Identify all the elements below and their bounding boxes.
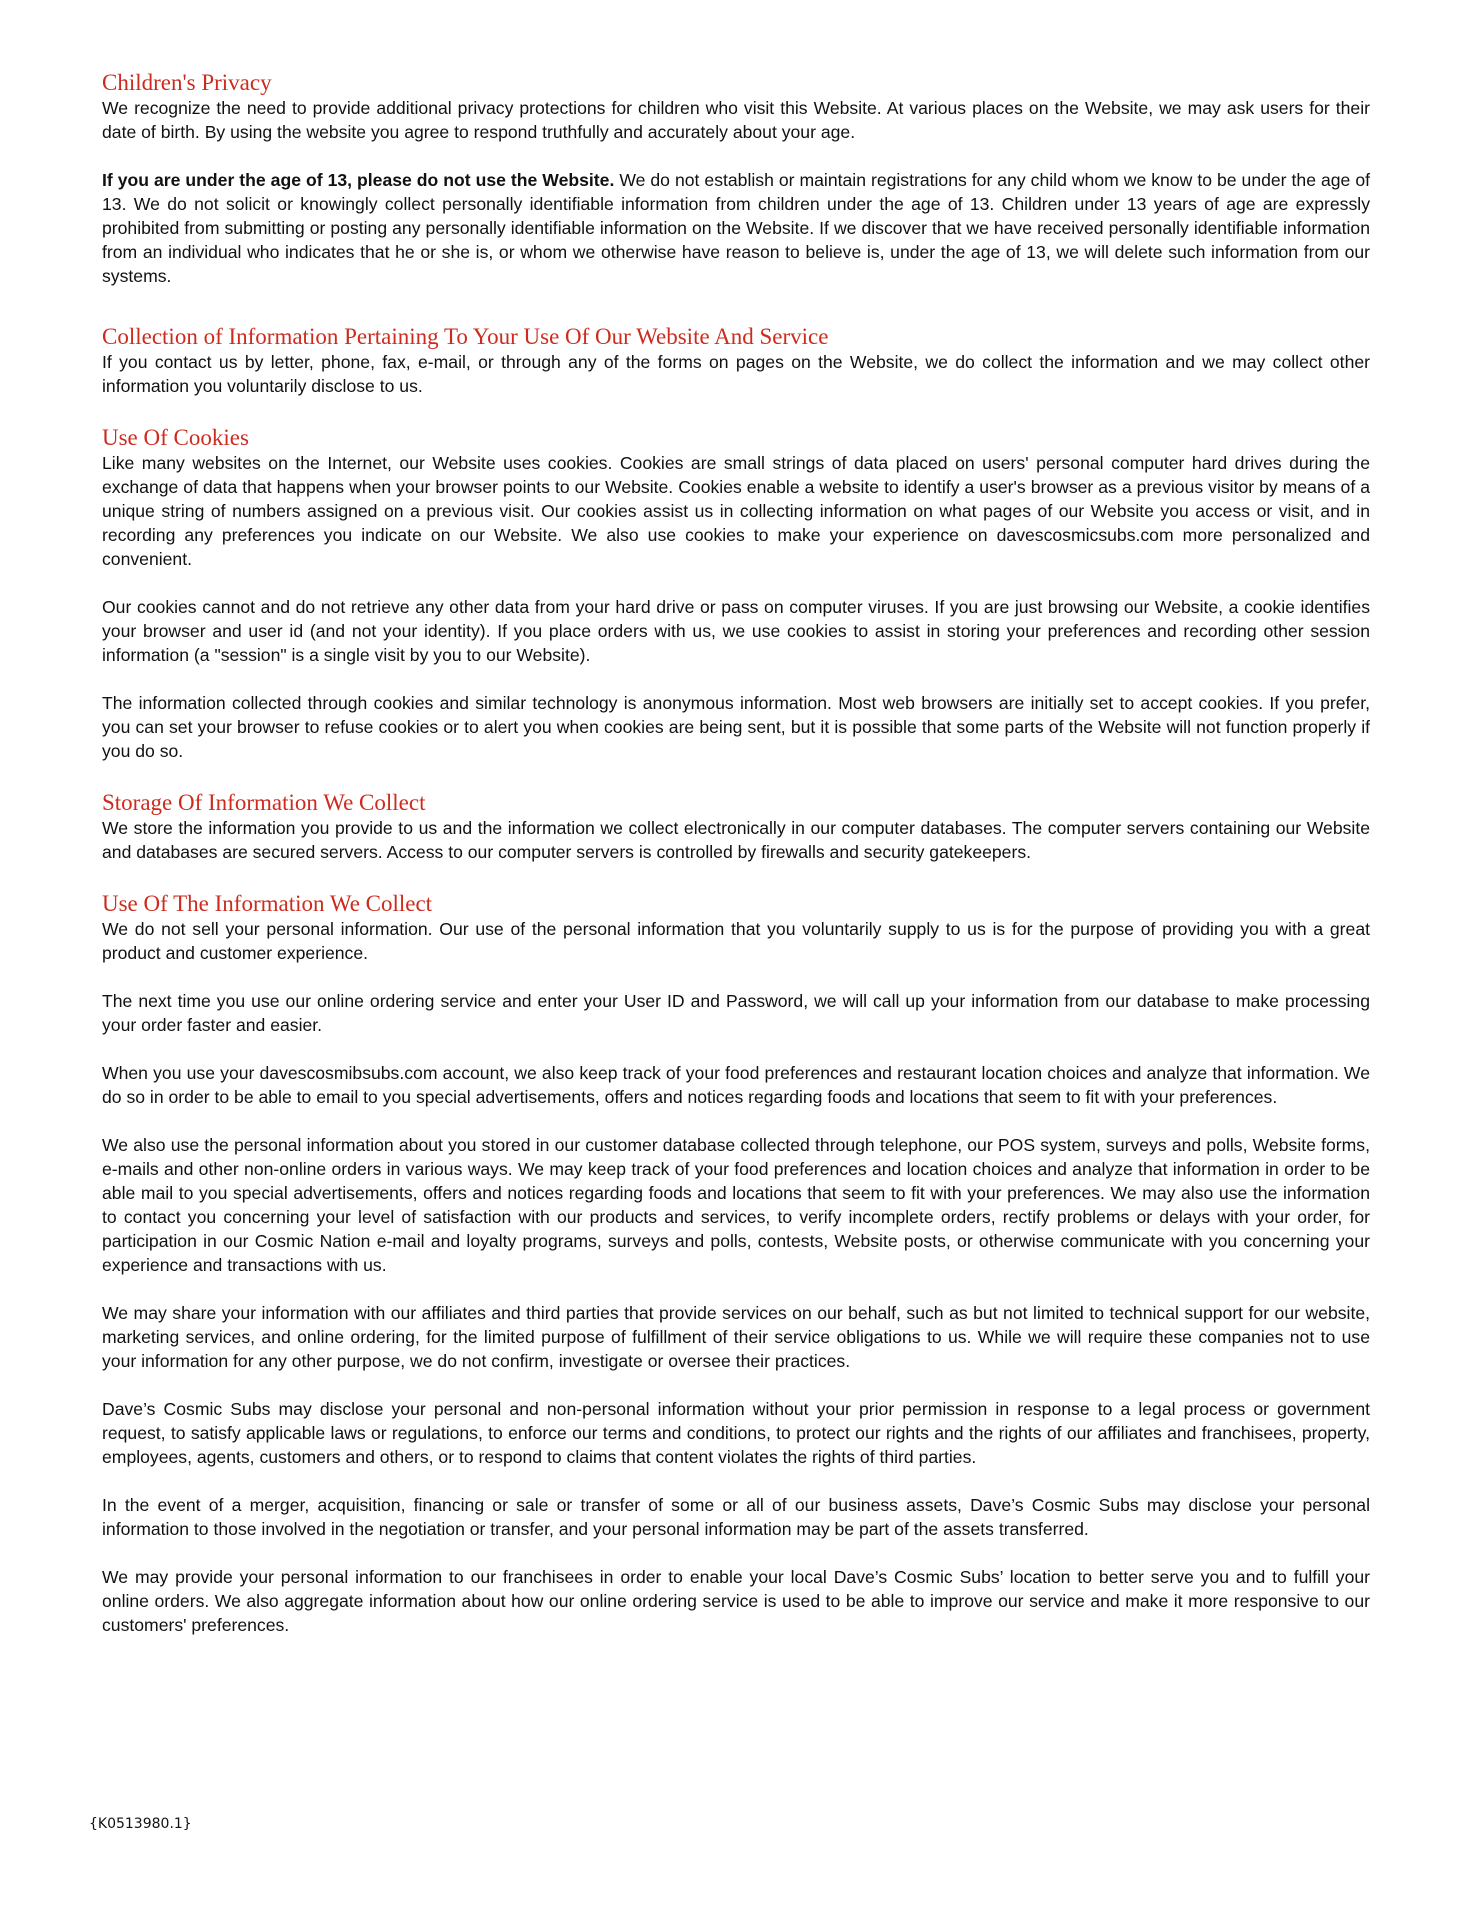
bold-warning: If you are under the age of 13, please do not use the Website. xyxy=(102,170,615,190)
section-heading: Use Of The Information We Collect xyxy=(102,891,433,916)
paragraph: We also use the personal information about you stored in our customer database collected through telephone, our POS system, surveys and polls, Website forms, e-mails and other non-online orders in various ways. We may keep track of your food preferences and location choices and analyze that information in order to be able mail to you special advertisements, offers and notices regarding foods and locations that seem to fit with your preferences. We may also use the information to contact you concerning your level of satisfaction with our products and services, to verify incomplete orders, rectify problems or delays with your order, for participation in our Cosmic Nation e-mail and loyalty programs, surveys and polls, contests, Website posts, or otherwise communicate with you concerning your experience and transactions with us. xyxy=(102,1135,1370,1275)
section-heading: Children's Privacy xyxy=(102,70,272,95)
paragraph: Like many websites on the Internet, our Website uses cookies. Cookies are small strings of data placed on users' personal computer hard drives during the exchange of data that happens when your browser points to our Website. Cookies enable a website to identify a user's browser as a previous visitor by means of a unique string of numbers assigned on a previous visit. Our cookies assist us in collecting information on what pages of our Website you access or visit, and in recording any preferences you indicate on our Website. We also use cookies to make your experience on davescosmicsubs.com more personalized and convenient. xyxy=(102,453,1370,569)
paragraph: The information collected through cookies and similar technology is anonymous information. Most web browsers are initially set to accept cookies. If you prefer, you can set your browser to refuse cookies or to alert you when cookies are being sent, but it is possible that some parts of the Website will not function properly if you do so. xyxy=(102,693,1370,761)
paragraph: We store the information you provide to us and the information we collect electronically in our computer databases. The computer servers containing our Website and databases are secured servers. Access to our computer servers is controlled by firewalls and security gatekeepers. xyxy=(102,818,1370,862)
paragraph: The next time you use our online ordering service and enter your User ID and Password, we will call up your information from our database to make processing your order faster and easier. xyxy=(102,991,1370,1035)
section-heading: Storage Of Information We Collect xyxy=(102,790,426,815)
paragraph: We do not sell your personal information. Our use of the personal information that you voluntarily supply to us is for the purpose of providing you with a great product and customer experience. xyxy=(102,919,1370,963)
document-id-footer: {K0513980.1} xyxy=(89,1816,192,1832)
paragraph: We recognize the need to provide additional privacy protections for children who visit this Website. At various places on the Website, we may ask users for their date of birth. By using the website you agree to respond truthfully and accurately about your age. xyxy=(102,98,1370,142)
section-storage-of-information xyxy=(102,790,1370,864)
paragraph: If you contact us by letter, phone, fax, e-mail, or through any of the forms on pages on the Website, we do collect the information and we may collect other information you voluntarily disclose to us. xyxy=(102,352,1370,396)
paragraph: Our cookies cannot and do not retrieve any other data from your hard drive or pass on computer viruses. If you are just browsing our Website, a cookie identifies your browser and user id (and not your identity). If you place orders with us, we use cookies to assist in storing your preferences and recording other session information (a "session" is a single visit by you to our Website). xyxy=(102,597,1370,665)
paragraph: In the event of a merger, acquisition, financing or sale or transfer of some or all of our business assets, Dave’s Cosmic Subs may disclose your personal information to those involved in the negotiation or transfer, and your personal information may be part of the assets transferred. xyxy=(102,1495,1370,1539)
section-heading: Collection of Information Pertaining To Your Use Of Our Website And Service xyxy=(102,324,829,349)
section-use-of-cookies xyxy=(102,425,1370,763)
section-childrens-privacy xyxy=(102,70,1370,288)
paragraph: If you are under the age of 13, please do not use the Website. We do not establish or maintain registrations for any child whom we know to be under the age of 13. We do not solicit or knowingly collect personally identifiable information from children under the age of 13. Children under 13 years of age are expressly prohibited from submitting or posting any personally identifiable information on the Website. If we discover that we have received personally identifiable information from an individual who indicates that he or she is, or whom we otherwise have reason to believe is, under the age of 13, we will delete such information from our systems. xyxy=(102,170,1370,286)
section-use-of-information xyxy=(102,891,1370,1637)
section-collection-of-information xyxy=(102,324,1370,398)
section-heading: Use Of Cookies xyxy=(102,425,249,450)
paragraph: We may provide your personal information to our franchisees in order to enable your local Dave’s Cosmic Subs’ location to better serve you and to fulfill your online orders. We also aggregate information about how our online ordering service is used to be able to improve our service and make it more responsive to our customers' preferences. xyxy=(102,1567,1370,1635)
paragraph: We may share your information with our affiliates and third parties that provide services on our behalf, such as but not limited to technical support for our website, marketing services, and online ordering, for the limited purpose of fulfillment of their service obligations to us. While we will require these companies not to use your information for any other purpose, we do not confirm, investigate or oversee their practices. xyxy=(102,1303,1370,1371)
paragraph: When you use your davescosmibsubs.com account, we also keep track of your food preferences and restaurant location choices and analyze that information. We do so in order to be able to email to you special advertisements, offers and notices regarding foods and locations that seem to fit with your preferences. xyxy=(102,1063,1370,1107)
document-page xyxy=(102,70,1370,1637)
paragraph: Dave’s Cosmic Subs may disclose your personal and non-personal information without your prior permission in response to a legal process or government request, to satisfy applicable laws or regulations, to enforce our terms and conditions, to protect our rights and the rights of our affiliates and franchisees, property, employees, agents, customers and others, or to respond to claims that content violates the rights of third parties. xyxy=(102,1399,1370,1467)
